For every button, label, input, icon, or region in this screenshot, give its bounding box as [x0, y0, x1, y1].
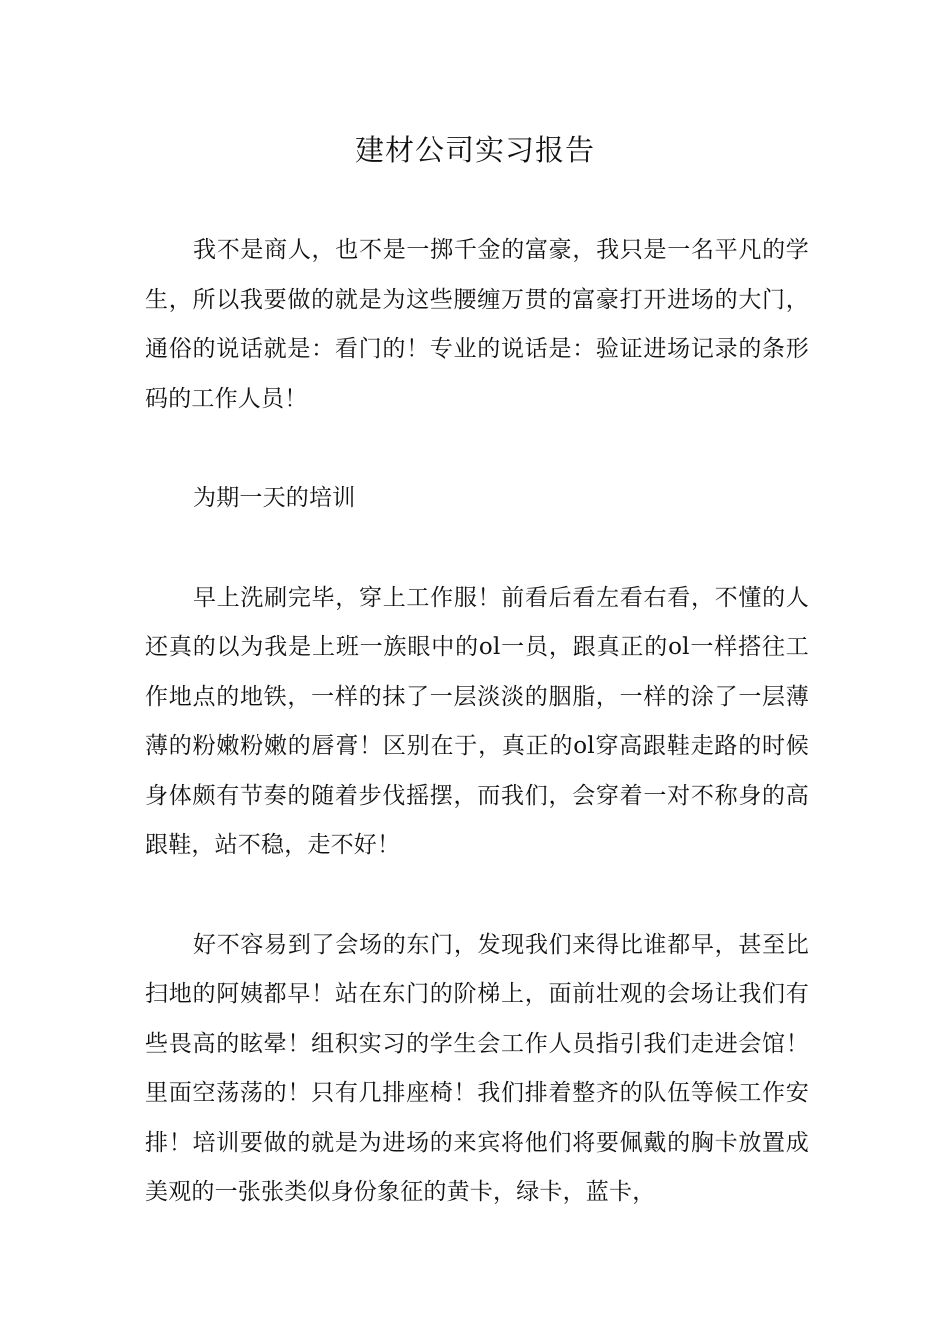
paragraph-venue: 好不容易到了会场的东门，发现我们来得比谁都早，甚至比扫地的阿姨都早！站在东门的阶梯上，面前壮观的会场让我们有些畏高的眩晕！组积实习的学生会工作人员指引我们走进会馆！里面空荡荡的！只有几排座椅！我们排着整齐的队伍等候工作安排！培训要做的就是为进场的来宾将他们将要佩戴的胸卡放置成美观的一张张类似身份象征的黄卡，绿卡，蓝卡，: [145, 931, 809, 1205]
paragraph-intro: 我不是商人，也不是一掷千金的富豪，我只是一名平凡的学生，所以我要做的就是为这些腰缠万贯的富豪打开进场的大门，通俗的说话就是：看门的！专业的说话是：验证进场记录的条形码的工作人员！: [145, 237, 809, 412]
document-body: [145, 226, 809, 1268]
paragraph-section-heading: 为期一天的培训: [193, 485, 356, 511]
document-title: 建材公司实习报告: [354, 133, 595, 167]
paragraph-morning: 早上洗刷完毕，穿上工作服！前看后看左看右看，不懂的人还真的以为我是上班一族眼中的ol一员，跟真正的ol一样搭往工作地点的地铁，一样的抹了一层淡淡的胭脂，一样的涂了一层薄薄的粉嫩粉嫩的唇膏！区别在于，真正的ol穿高跟鞋走路的时候身体颇有节奏的随着步伐摇摆，而我们，会穿着一对不称身的高跟鞋，站不稳，走不好！: [145, 584, 809, 858]
